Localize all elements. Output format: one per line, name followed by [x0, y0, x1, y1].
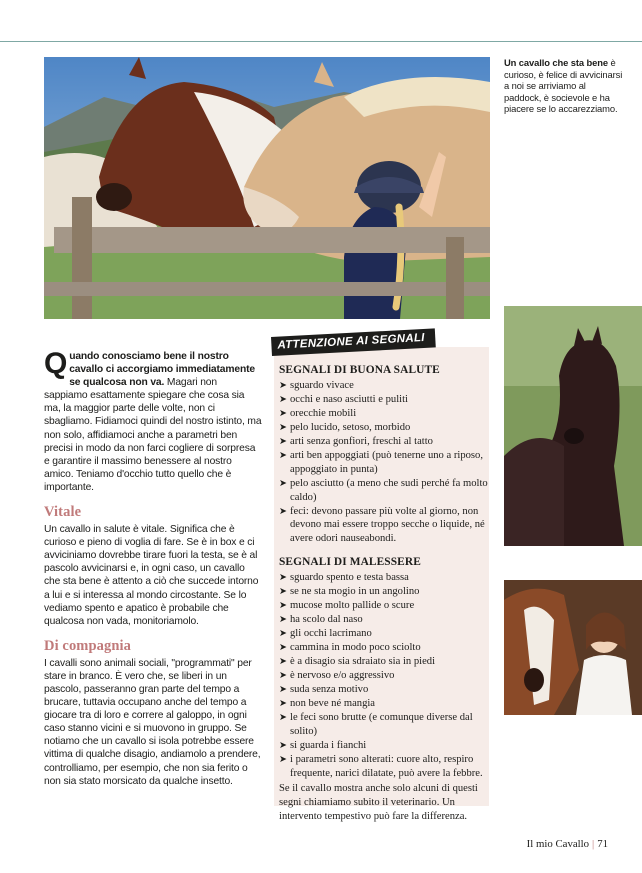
list-item: ➤ le feci sono brutte (e comunque diverse dal solito) [279, 711, 495, 739]
list-item: ➤ ha scolo dal naso [279, 613, 495, 627]
illness-title: SEGNALI DI MALESSERE [279, 556, 421, 569]
list-item: ➤ sguardo spento e testa bassa [279, 571, 495, 585]
photo-caption [504, 57, 624, 115]
list-item: ➤ pelo lucido, setoso, morbido [279, 421, 495, 435]
article-body [44, 347, 262, 788]
list-item: ➤ cammina in modo poco sciolto [279, 641, 495, 655]
signals-banner-label: ATTENZIONE AI SEGNALI [277, 331, 426, 352]
signals-note: Se il cavallo mostra anche solo alcuni di questi segni chiamiamo subito il veterinario. Un intervento tempestivo può fare la differenza. [279, 782, 478, 822]
heading-di-compagnia: Di compagnia [44, 637, 131, 654]
magazine-name: Il mio Cavallo [526, 838, 590, 850]
list-item: ➤ orecchie mobili [279, 407, 495, 421]
list-item: ➤ sguardo vivace [279, 379, 495, 393]
top-rule [0, 41, 642, 42]
heading-vitale: Vitale [44, 504, 82, 521]
list-item: ➤ è a disagio sia sdraiato sia in piedi [279, 655, 495, 669]
caption-text: è curioso, è felice di avvicinarsi a noi se arriviamo al paddock, è socievole e ha piacere se lo accarezziamo. [504, 57, 623, 115]
intro-bold: uando conosciamo bene il nostro cavallo ci accorgiamo immediatamente se qualcosa non va. [69, 351, 255, 389]
list-item: ➤ occhi e naso asciutti e puliti [279, 393, 495, 407]
intro-text: Magari non sappiamo esattamente spiegare che cosa sia ma, la maggior parte delle volte, non ci sbagliamo. Fidiamoci quindi del nostro istinto, ma non solo, affidiamoci anche a parametri ben precisi in modo da non farci cogliere di sorpresa e garantire il massimo benessere al nostro amico. Teniamo d'occhio tutto quello che è importante. [44, 377, 262, 493]
list-item: ➤ si guarda i fianchi [279, 739, 495, 753]
paragraph-vitale: Un cavallo in salute è vitale. Significa che è curioso e pieno di voglia di fare. Se è in box e ci avviciniamo dovrebbe tirare fuori la testa, se è al pascolo avvicinarsi e, in ogni caso, un cavallo che sta bene è attento a ciò che succede intorno a lui e si interessa al mondo circostante. Se lo vediamo spento e apatico è probabile che qualcosa non vada, monitoriamolo. [44, 524, 259, 627]
list-item: ➤ mucose molto pallide o scure [279, 599, 495, 613]
list-item: ➤ se ne sta mogio in un angolino [279, 585, 495, 599]
photo-dark-horse [504, 306, 642, 546]
list-item: ➤ non beve né mangia [279, 697, 495, 711]
drop-cap: Q [44, 347, 68, 380]
health-title: SEGNALI DI BUONA SALUTE [279, 364, 440, 376]
page-footer [527, 838, 608, 850]
illness-list [279, 571, 495, 780]
list-item: ➤ suda senza motivo [279, 683, 495, 697]
page-number: 71 [597, 838, 608, 850]
list-item: ➤ feci: devono passare più volte al giorno, non devono mai essere troppo secche o liquide, né avere odori nauseabondi. [279, 505, 495, 547]
list-item: ➤ arti senza gonfiori, freschi al tatto [279, 435, 495, 449]
list-item: ➤ arti ben appoggiati (può tenerne uno a riposo, appoggiato in punta) [279, 449, 495, 477]
list-item: ➤ è nervoso e/o aggressivo [279, 669, 495, 683]
footer-separator: | [592, 838, 595, 850]
intro-paragraph [44, 347, 262, 494]
caption-bold: Un cavallo che sta bene [504, 57, 608, 68]
paragraph-di-compagnia: I cavalli sono animali sociali, "programmati" per stare in branco. È vero che, se liberi in un pascolo, passeranno gran parte del tempo a brucare, tuttavia occupano anche del tempo a giocare tra di loro e correre al galoppo, in ogni caso stanno vicini e si muovono in gruppo. Se notiamo che un cavallo si isola potrebbe essere vittima di qualche disagio, andiamolo a prendere, controlliamo, per esempio, che non sia ferito o non sia stato morsicato da qualche insetto. [44, 657, 261, 787]
signals-box-content [279, 364, 495, 824]
list-item: ➤ i parametri sono alterati: cuore alto, respiro frequente, narici dilatate, può avere la febbre. [279, 753, 495, 781]
main-photo-horses-girl [44, 57, 490, 319]
list-item: ➤ pelo asciutto (a meno che sudi perché fa molto caldo) [279, 477, 495, 505]
photo-woman-horse [504, 580, 642, 715]
list-item: ➤ gli occhi lacrimano [279, 627, 495, 641]
health-list [279, 379, 495, 546]
